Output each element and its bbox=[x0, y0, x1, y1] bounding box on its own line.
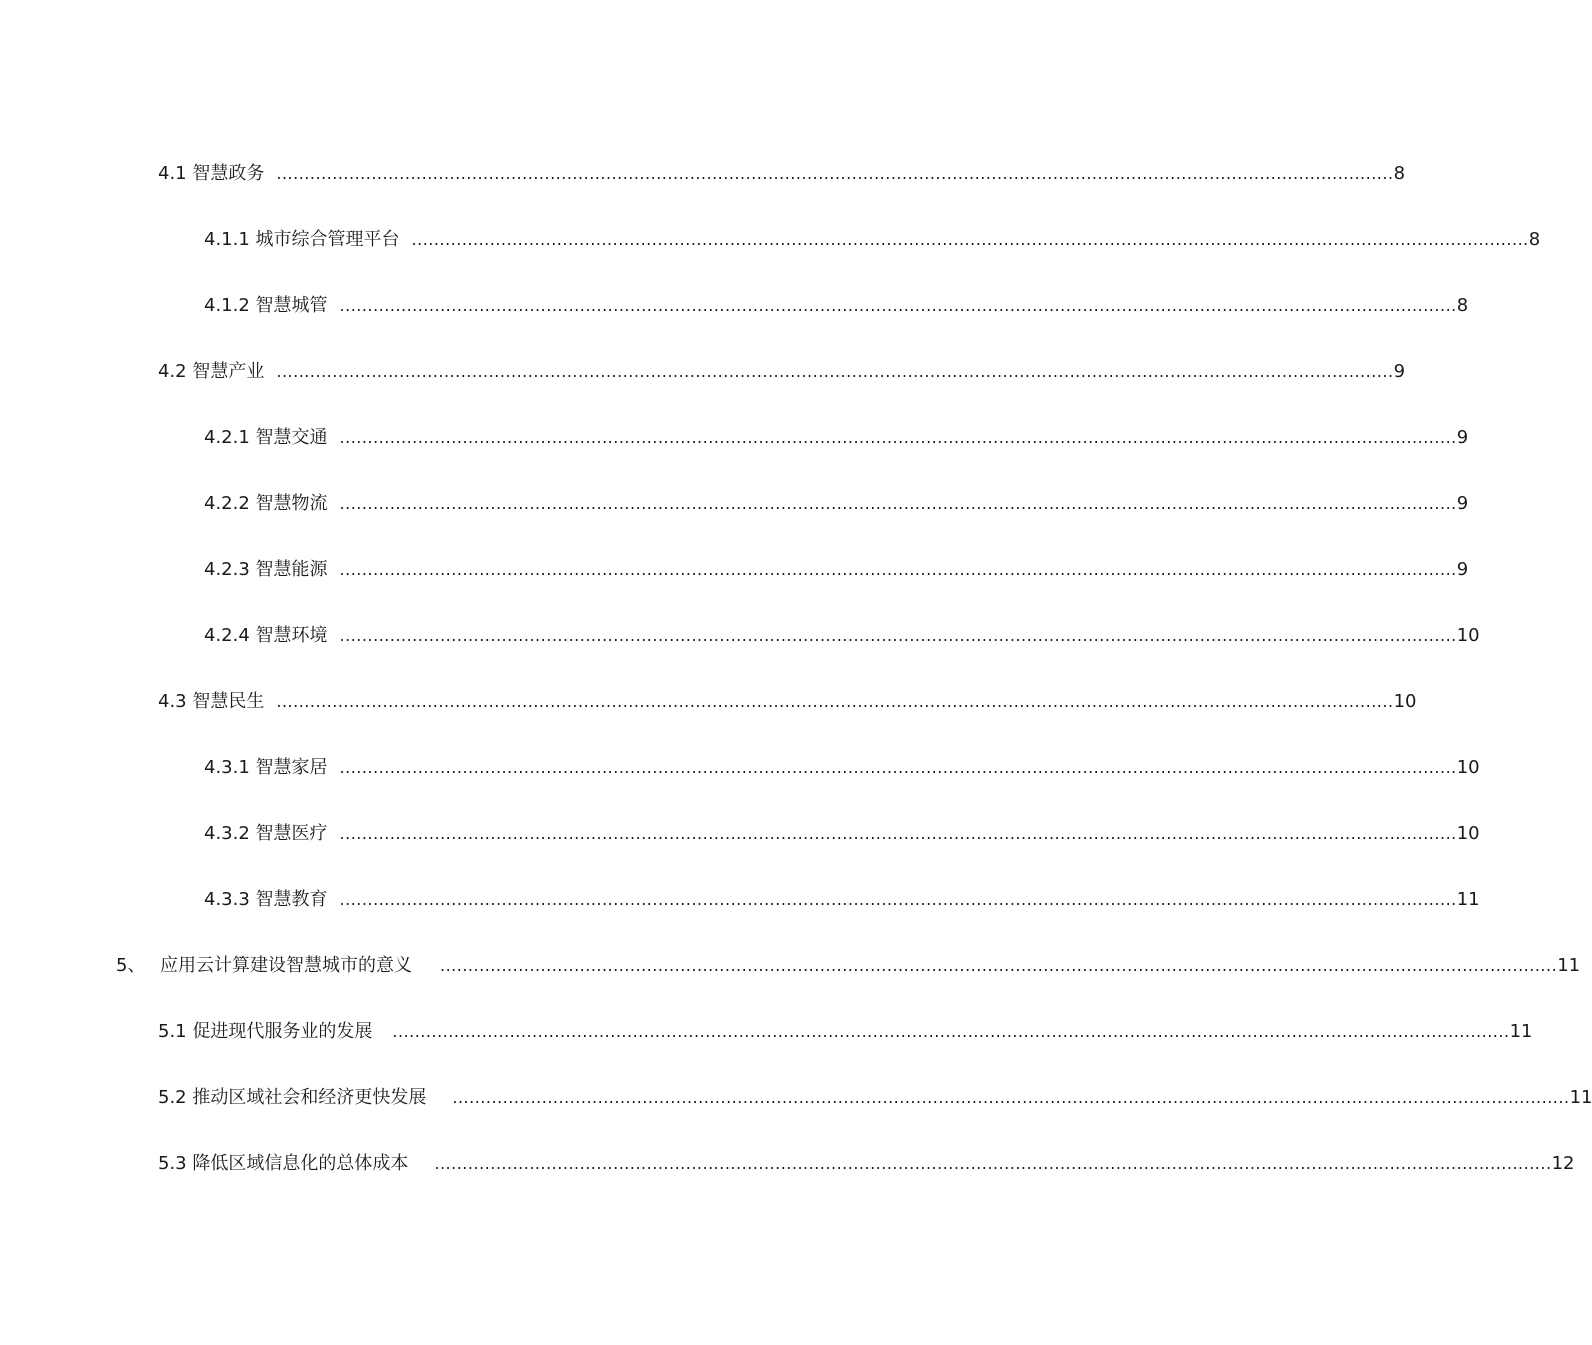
toc-entry-page: 11 bbox=[1557, 955, 1581, 976]
toc-entry-title: 智慧教育 bbox=[255, 889, 328, 910]
toc-entry-title: 智慧能源 bbox=[255, 559, 328, 580]
dot-leader: ........................................................................................................................................................................................................ bbox=[392, 1022, 1510, 1041]
dot-leader: ........................................................................................................................................................................................................ bbox=[339, 560, 1457, 579]
toc-entry-5-1[interactable] bbox=[158, 1015, 1533, 1043]
toc-entry-4-3-2[interactable] bbox=[204, 817, 1480, 845]
toc-entry-4-3-3[interactable] bbox=[204, 883, 1480, 911]
dot-leader: ........................................................................................................................................................................................................ bbox=[411, 230, 1529, 249]
toc-entry-title: 智慧物流 bbox=[255, 493, 328, 514]
toc-entry-page: 10 bbox=[1456, 757, 1480, 778]
toc-entry-title: 城市综合管理平台 bbox=[255, 229, 400, 250]
toc-entry-number: 4.3.1 bbox=[204, 757, 250, 778]
toc-entry-number: 5.1 bbox=[158, 1021, 187, 1042]
toc-entry-number: 4.2.2 bbox=[204, 493, 250, 514]
toc-entry-number: 4.3.3 bbox=[204, 889, 250, 910]
toc-entry-page: 10 bbox=[1456, 625, 1480, 646]
toc-entry-page: 11 bbox=[1569, 1087, 1592, 1108]
toc-entry-number: 4.2.3 bbox=[204, 559, 250, 580]
toc-entry-title: 智慧医疗 bbox=[255, 823, 328, 844]
toc-entry-4-1-1[interactable] bbox=[204, 223, 1541, 251]
toc-entry-number: 4.3 bbox=[158, 691, 187, 712]
toc-entry-title: 智慧交通 bbox=[255, 427, 328, 448]
dot-leader: ........................................................................................................................................................................................................ bbox=[339, 890, 1457, 909]
toc-entry-4-3[interactable] bbox=[158, 685, 1417, 713]
toc-entry-number: 4.2.1 bbox=[204, 427, 250, 448]
toc-entry-4-2-2[interactable] bbox=[204, 487, 1469, 515]
dot-leader: ........................................................................................................................................................................................................ bbox=[339, 296, 1457, 315]
toc-entry-page: 10 bbox=[1393, 691, 1417, 712]
dot-leader: ........................................................................................................................................................................................................ bbox=[339, 824, 1457, 843]
toc-entry-5-3[interactable] bbox=[158, 1147, 1575, 1175]
toc-entry-page: 11 bbox=[1456, 889, 1480, 910]
toc-entry-page: 10 bbox=[1456, 823, 1480, 844]
toc-entry-number: 4.1.2 bbox=[204, 295, 250, 316]
dot-leader: ........................................................................................................................................................................................................ bbox=[276, 692, 1394, 711]
toc-entry-5[interactable] bbox=[116, 949, 1581, 977]
toc-entry-5-2[interactable] bbox=[158, 1081, 1592, 1109]
dot-leader: ........................................................................................................................................................................................................ bbox=[339, 494, 1457, 513]
toc-entry-4-2[interactable] bbox=[158, 355, 1406, 383]
toc-entry-4-2-3[interactable] bbox=[204, 553, 1469, 581]
toc-entry-page: 9 bbox=[1456, 493, 1469, 514]
dot-leader: ........................................................................................................................................................................................................ bbox=[434, 1154, 1552, 1173]
toc-entry-title: 应用云计算建设智慧城市的意义 bbox=[160, 955, 412, 976]
toc-entry-page: 8 bbox=[1456, 295, 1469, 316]
toc-entry-4-1[interactable] bbox=[158, 157, 1406, 185]
toc-entry-number: 5.2 bbox=[158, 1087, 187, 1108]
toc-entry-page: 11 bbox=[1509, 1021, 1533, 1042]
toc-entry-page: 8 bbox=[1528, 229, 1541, 250]
toc-entry-number: 4.2 bbox=[158, 361, 187, 382]
toc-entry-title: 智慧民生 bbox=[192, 691, 265, 712]
toc-entry-page: 12 bbox=[1551, 1153, 1575, 1174]
toc-entry-number: 4.3.2 bbox=[204, 823, 250, 844]
toc-entry-number: 5.3 bbox=[158, 1153, 187, 1174]
toc-entry-title: 推动区域社会和经济更快发展 bbox=[192, 1087, 427, 1108]
toc-entry-title: 智慧家居 bbox=[255, 757, 328, 778]
dot-leader: ........................................................................................................................................................................................................ bbox=[276, 164, 1394, 183]
dot-leader: ........................................................................................................................................................................................................ bbox=[440, 956, 1558, 975]
dot-leader: ........................................................................................................................................................................................................ bbox=[339, 758, 1457, 777]
toc-entry-page: 9 bbox=[1393, 361, 1406, 382]
toc-entry-page: 9 bbox=[1456, 559, 1469, 580]
toc-entry-title: 智慧政务 bbox=[192, 163, 265, 184]
dot-leader: ........................................................................................................................................................................................................ bbox=[452, 1088, 1570, 1107]
dot-leader: ........................................................................................................................................................................................................ bbox=[276, 362, 1394, 381]
toc-entry-title: 智慧产业 bbox=[192, 361, 265, 382]
dot-leader: ........................................................................................................................................................................................................ bbox=[339, 626, 1457, 645]
toc-entry-number: 5、 bbox=[116, 955, 146, 976]
toc-entry-number: 4.1 bbox=[158, 163, 187, 184]
dot-leader: ........................................................................................................................................................................................................ bbox=[339, 428, 1457, 447]
toc-entry-4-3-1[interactable] bbox=[204, 751, 1480, 779]
toc-entry-title: 智慧环境 bbox=[255, 625, 328, 646]
toc-entry-title: 智慧城管 bbox=[255, 295, 328, 316]
toc-entry-4-2-1[interactable] bbox=[204, 421, 1469, 449]
toc-entry-number: 4.2.4 bbox=[204, 625, 250, 646]
toc-entry-title: 降低区域信息化的总体成本 bbox=[192, 1153, 409, 1174]
toc-entry-4-1-2[interactable] bbox=[204, 289, 1469, 317]
toc-entry-page: 9 bbox=[1456, 427, 1469, 448]
toc-entry-page: 8 bbox=[1393, 163, 1406, 184]
toc-entry-4-2-4[interactable] bbox=[204, 619, 1480, 647]
toc-entry-title: 促进现代服务业的发展 bbox=[192, 1021, 373, 1042]
toc-entry-number: 4.1.1 bbox=[204, 229, 250, 250]
